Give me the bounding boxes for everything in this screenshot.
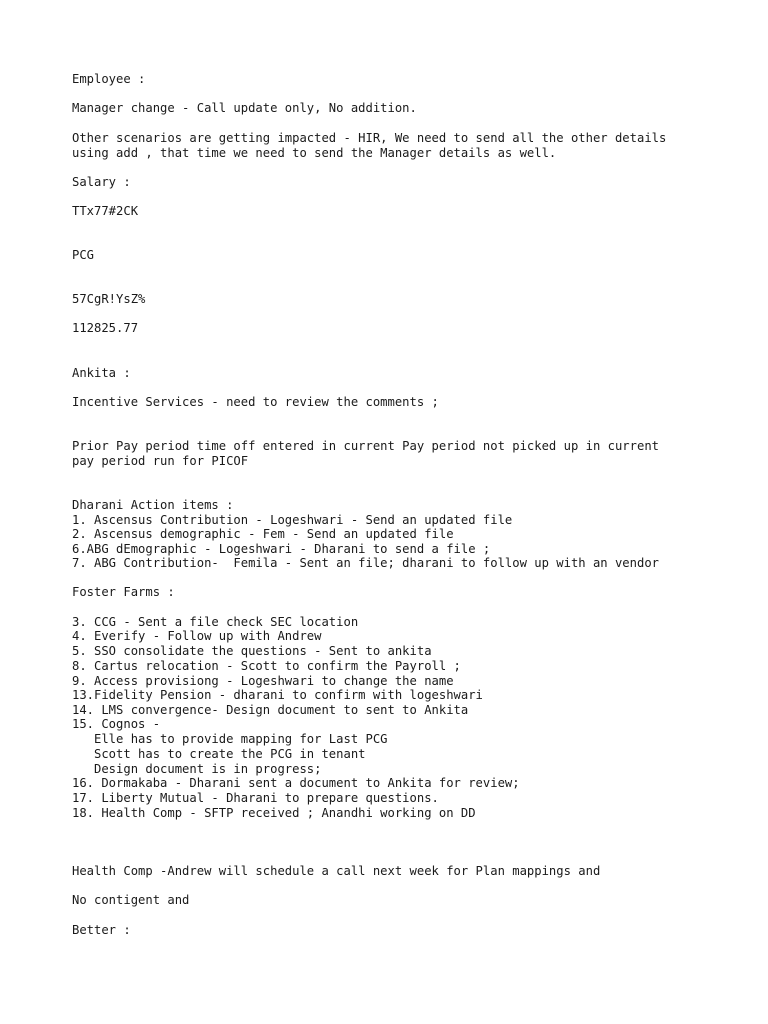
list-item: 9. Access provisiong - Logeshwari to change the name <box>72 674 454 688</box>
list-item: 7. ABG Contribution- Femila - Sent an file; dharani to follow up with an vendor <box>72 556 659 570</box>
heading-employee: Employee : <box>72 72 146 86</box>
heading-salary: Salary : <box>72 175 131 189</box>
list-item: 1. Ascensus Contribution - Logeshwari - Send an updated file <box>72 513 513 527</box>
list-subitem: Design document is in progress; <box>72 762 322 776</box>
note-incentive-services: Incentive Services - need to review the comments ; <box>72 395 439 409</box>
note-manager-change: Manager change - Call update only, No addition. <box>72 101 417 115</box>
list-item: 3. CCG - Sent a file check SEC location <box>72 615 359 629</box>
list-item: 16. Dormakaba - Dharani sent a document to Ankita for review; <box>72 776 520 790</box>
heading-better: Better : <box>72 923 131 937</box>
note-prior-pay-1: Prior Pay period time off entered in current Pay period not picked up in current <box>72 439 659 453</box>
text-code-1: TTx77#2CK <box>72 204 139 218</box>
list-item: 15. Cognos - <box>72 717 161 731</box>
heading-foster-farms: Foster Farms : <box>72 585 175 599</box>
text-amount: 112825.77 <box>72 321 139 335</box>
heading-dharani-actions: Dharani Action items : <box>72 498 234 512</box>
list-item: 4. Everify - Follow up with Andrew <box>72 629 322 643</box>
text-pcg: PCG <box>72 248 95 262</box>
note-health-comp: Health Comp -Andrew will schedule a call next week for Plan mappings and <box>72 864 601 878</box>
list-item: 6.ABG dEmographic - Logeshwari - Dharani to send a file ; <box>72 542 491 556</box>
list-item: 14. LMS convergence- Design document to sent to Ankita <box>72 703 469 717</box>
list-item: 13.Fidelity Pension - dharani to confirm with logeshwari <box>72 688 483 702</box>
note-prior-pay-2: pay period run for PICOF <box>72 454 249 468</box>
note-other-scenarios-1: Other scenarios are getting impacted - HIR, We need to send all the other details <box>72 131 667 145</box>
note-no-contigent: No contigent and <box>72 893 190 907</box>
text-code-2: 57CgR!YsZ% <box>72 292 146 306</box>
list-item: 17. Liberty Mutual - Dharani to prepare questions. <box>72 791 439 805</box>
heading-ankita: Ankita : <box>72 366 131 380</box>
note-other-scenarios-2: using add , that time we need to send the Manager details as well. <box>72 146 557 160</box>
list-item: 8. Cartus relocation - Scott to confirm the Payroll ; <box>72 659 461 673</box>
list-item: 5. SSO consolidate the questions - Sent to ankita <box>72 644 432 658</box>
list-item: 18. Health Comp - SFTP received ; Anandhi working on DD <box>72 806 476 820</box>
list-subitem: Elle has to provide mapping for Last PCG <box>72 732 388 746</box>
list-item: 2. Ascensus demographic - Fem - Send an updated file <box>72 527 454 541</box>
list-subitem: Scott has to create the PCG in tenant <box>72 747 366 761</box>
